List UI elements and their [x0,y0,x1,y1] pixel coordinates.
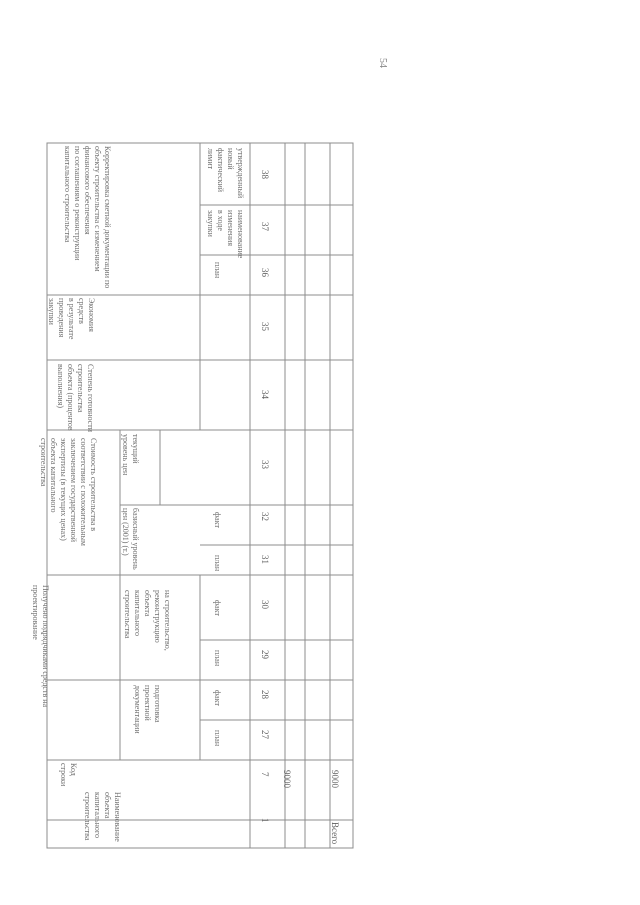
col-num-37: 37 [260,222,270,231]
header-change-reasons: Корректировка сметной документации по объекту строительства с изменением финансового обеспечения по соглашениям о реконструкции капитального строительства [63,146,112,289]
header-fact-2: факт [213,600,222,617]
header-base-price: базисный уровень цен (2001) (т.) [121,508,140,570]
header-completion: Степень готовности строительства объекта (процентов выполнения) [56,364,95,432]
col-num-31: 31 [260,555,270,564]
total-code: 9000 [330,770,340,788]
header-current-price: текущий уровень цен [121,434,140,476]
header-total-cost: Стоимость строительства в соответствии с положительным заключением государственной экспертизы (в текущих ценах) объекта капитального строительства [39,438,98,546]
col-num-29: 29 [260,650,270,659]
header-plan-4: план [213,262,222,279]
header-fact-1: факт [213,690,222,707]
header-object-name: Наименование объекта капитального строительства [83,792,122,842]
col-num-36: 36 [260,268,270,277]
col-num-38: 38 [260,170,270,179]
header-line-code: Код строки [59,763,78,787]
header-plan-2: план [213,650,222,667]
header-change-name: наименование изменения в ходе закупки [206,210,245,259]
total-label: Всего [330,822,340,845]
col-num-35: 35 [260,322,270,331]
col-num-28: 28 [260,690,270,699]
header-plan-3: план [213,555,222,572]
header-received-funds: Получено подрядчиками средств на проектирование [31,585,50,708]
header-build-costs: на строительство, реконструкцию объекта капитального строительства [123,590,172,651]
page-number: 54 [377,58,388,68]
col-num-1: 1 [260,818,270,823]
col-num-30: 30 [260,600,270,609]
header-plan-1: план [213,730,222,747]
col-num-7: 7 [260,772,270,777]
header-change-reason: утвержденный новый фактический лимит [206,148,245,199]
header-prep-pd: подготовка проектной документации [133,685,162,734]
col-num-27: 27 [260,730,270,739]
row-code-1: 9000 [282,770,292,788]
header-savings: Экономия средств в результате проведения закупки [47,298,96,340]
header-fact-3: факт [213,512,222,529]
col-num-34: 34 [260,390,270,399]
col-num-33: 33 [260,460,270,469]
col-num-32: 32 [260,512,270,521]
